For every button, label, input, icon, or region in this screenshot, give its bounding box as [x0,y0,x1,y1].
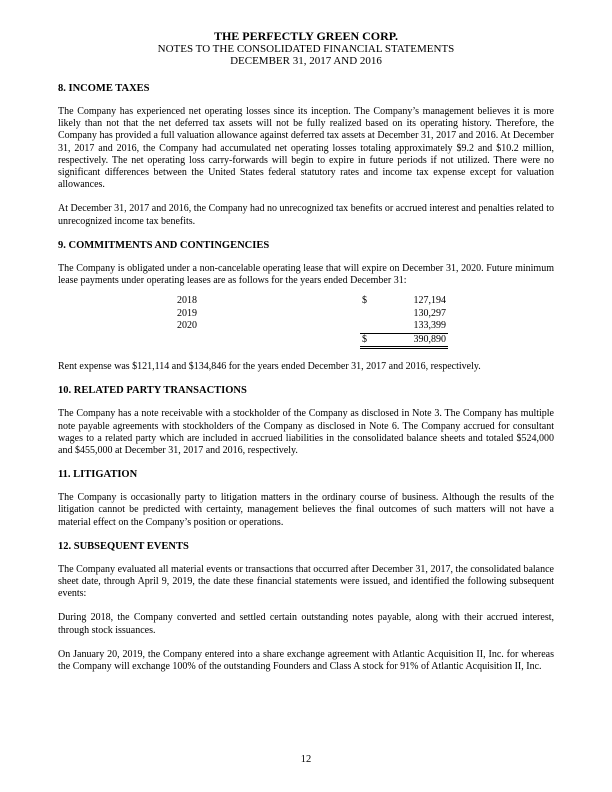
paragraph: Rent expense was $121,114 and $134,846 for the years ended December 31, 2017 and 2016, respectively. [58,361,481,373]
currency-cell [360,308,384,321]
year-cell [177,333,360,348]
document-date-line: DECEMBER 31, 2017 AND 2016 [230,55,382,67]
amount-cell: 133,399 [384,320,448,333]
section-litigation [58,469,554,529]
page-number: 12 [300,754,312,765]
currency-cell [360,320,384,333]
amount-cell: 127,194 [413,295,446,307]
paragraph: The Company is occasionally party to litigation matters in the ordinary course of business. Although the results of the litigation cannot be predicted with certainty, management believes the final outcomes of such matters will not have a material effect on the Company’s position or operations. [58,492,554,528]
section-subsequent-events [58,541,554,673]
section-heading: 10. RELATED PARTY TRANSACTIONS [58,385,247,397]
document-body [58,83,554,685]
section-related-party [58,385,554,457]
paragraph: On January 20, 2019, the Company entered into a share exchange agreement with Atlantic Acquisition II, Inc. for whereas the Company will exchange 100% of the outstanding Founders and Class A stock for 91% of Atlantic Acquisition II, Inc. [58,648,554,673]
section-heading: 9. COMMITMENTS AND CONTINGENCIES [58,239,270,251]
paragraph: During 2018, the Company converted and settled certain outstanding notes payable, along with their accrued interest, through stock issuances. [58,612,554,636]
paragraph: The Company evaluated all material events or transactions that occurred after December 31, 2017, the consolidated balance sheet date, through April 9, 2019, the date these financial statements were issued, and identified the following subsequent events: [58,563,554,600]
table-row [177,295,448,308]
amount-cell: 130,297 [413,307,446,319]
currency-cell: $ [360,333,384,348]
company-name: THE PERFECTLY GREEN CORP. [213,29,399,43]
section-commitments [58,240,554,374]
paragraph: The Company has experienced net operating losses since its inception. The Company’s management believes it is more likely than not that the net deferred tax assets will not be fully realized based on its operating history. Therefore, the Company has provided a full valuation allowance against deferred tax assets at December 31, 2017 and 2016. At December 31, 2017 and 2016, the Company had accumulated net operating losses totaling approximately $9.2 and $10.2 million, respectively. The net operating loss carry-forwards will begin to expire in future periods if not utilized. There were no significant differences between the United States federal statutory rates and income tax expense except for valuation allowances. [58,106,554,191]
paragraph: The Company has a note receivable with a stockholder of the Company as disclosed in Note 3. The Company has multiple note payable agreements with stockholders of the Company as disclosed in Note 6. The Company accrued for consultant wages to a related party which are included in accrued liabilities in the consolidated balance sheets and totaled $524,000 and $455,000 at December 31, 2017 and 2016, respectively. [58,408,554,457]
year-cell: 2019 [177,307,197,319]
paragraph: The Company is obligated under a non-cancelable operating lease that will expire on December 31, 2020. Future minimum lease payments under operating leases are as follows for the years ended December 31: [58,262,554,287]
total-amount-cell: 390,890 [384,333,448,348]
paragraph: At December 31, 2017 and 2016, the Company had no unrecognized tax benefits or accrued interest and penalties related to unrecognized income tax benefits. [58,203,554,227]
lease-payments-table [177,295,448,349]
table-total-row [177,333,448,348]
table-row [177,308,448,321]
section-heading: 8. INCOME TAXES [58,83,150,94]
year-cell: 2018 [177,295,197,307]
document-subtitle: NOTES TO THE CONSOLIDATED FINANCIAL STATEMENTS [157,43,455,55]
section-heading: 11. LITIGATION [58,469,138,481]
table-row [177,320,448,333]
section-heading: 12. SUBSEQUENT EVENTS [58,540,189,552]
document-header [0,30,612,67]
section-income-taxes [58,83,554,228]
currency-cell: $ [362,295,367,307]
year-cell: 2020 [177,320,197,332]
